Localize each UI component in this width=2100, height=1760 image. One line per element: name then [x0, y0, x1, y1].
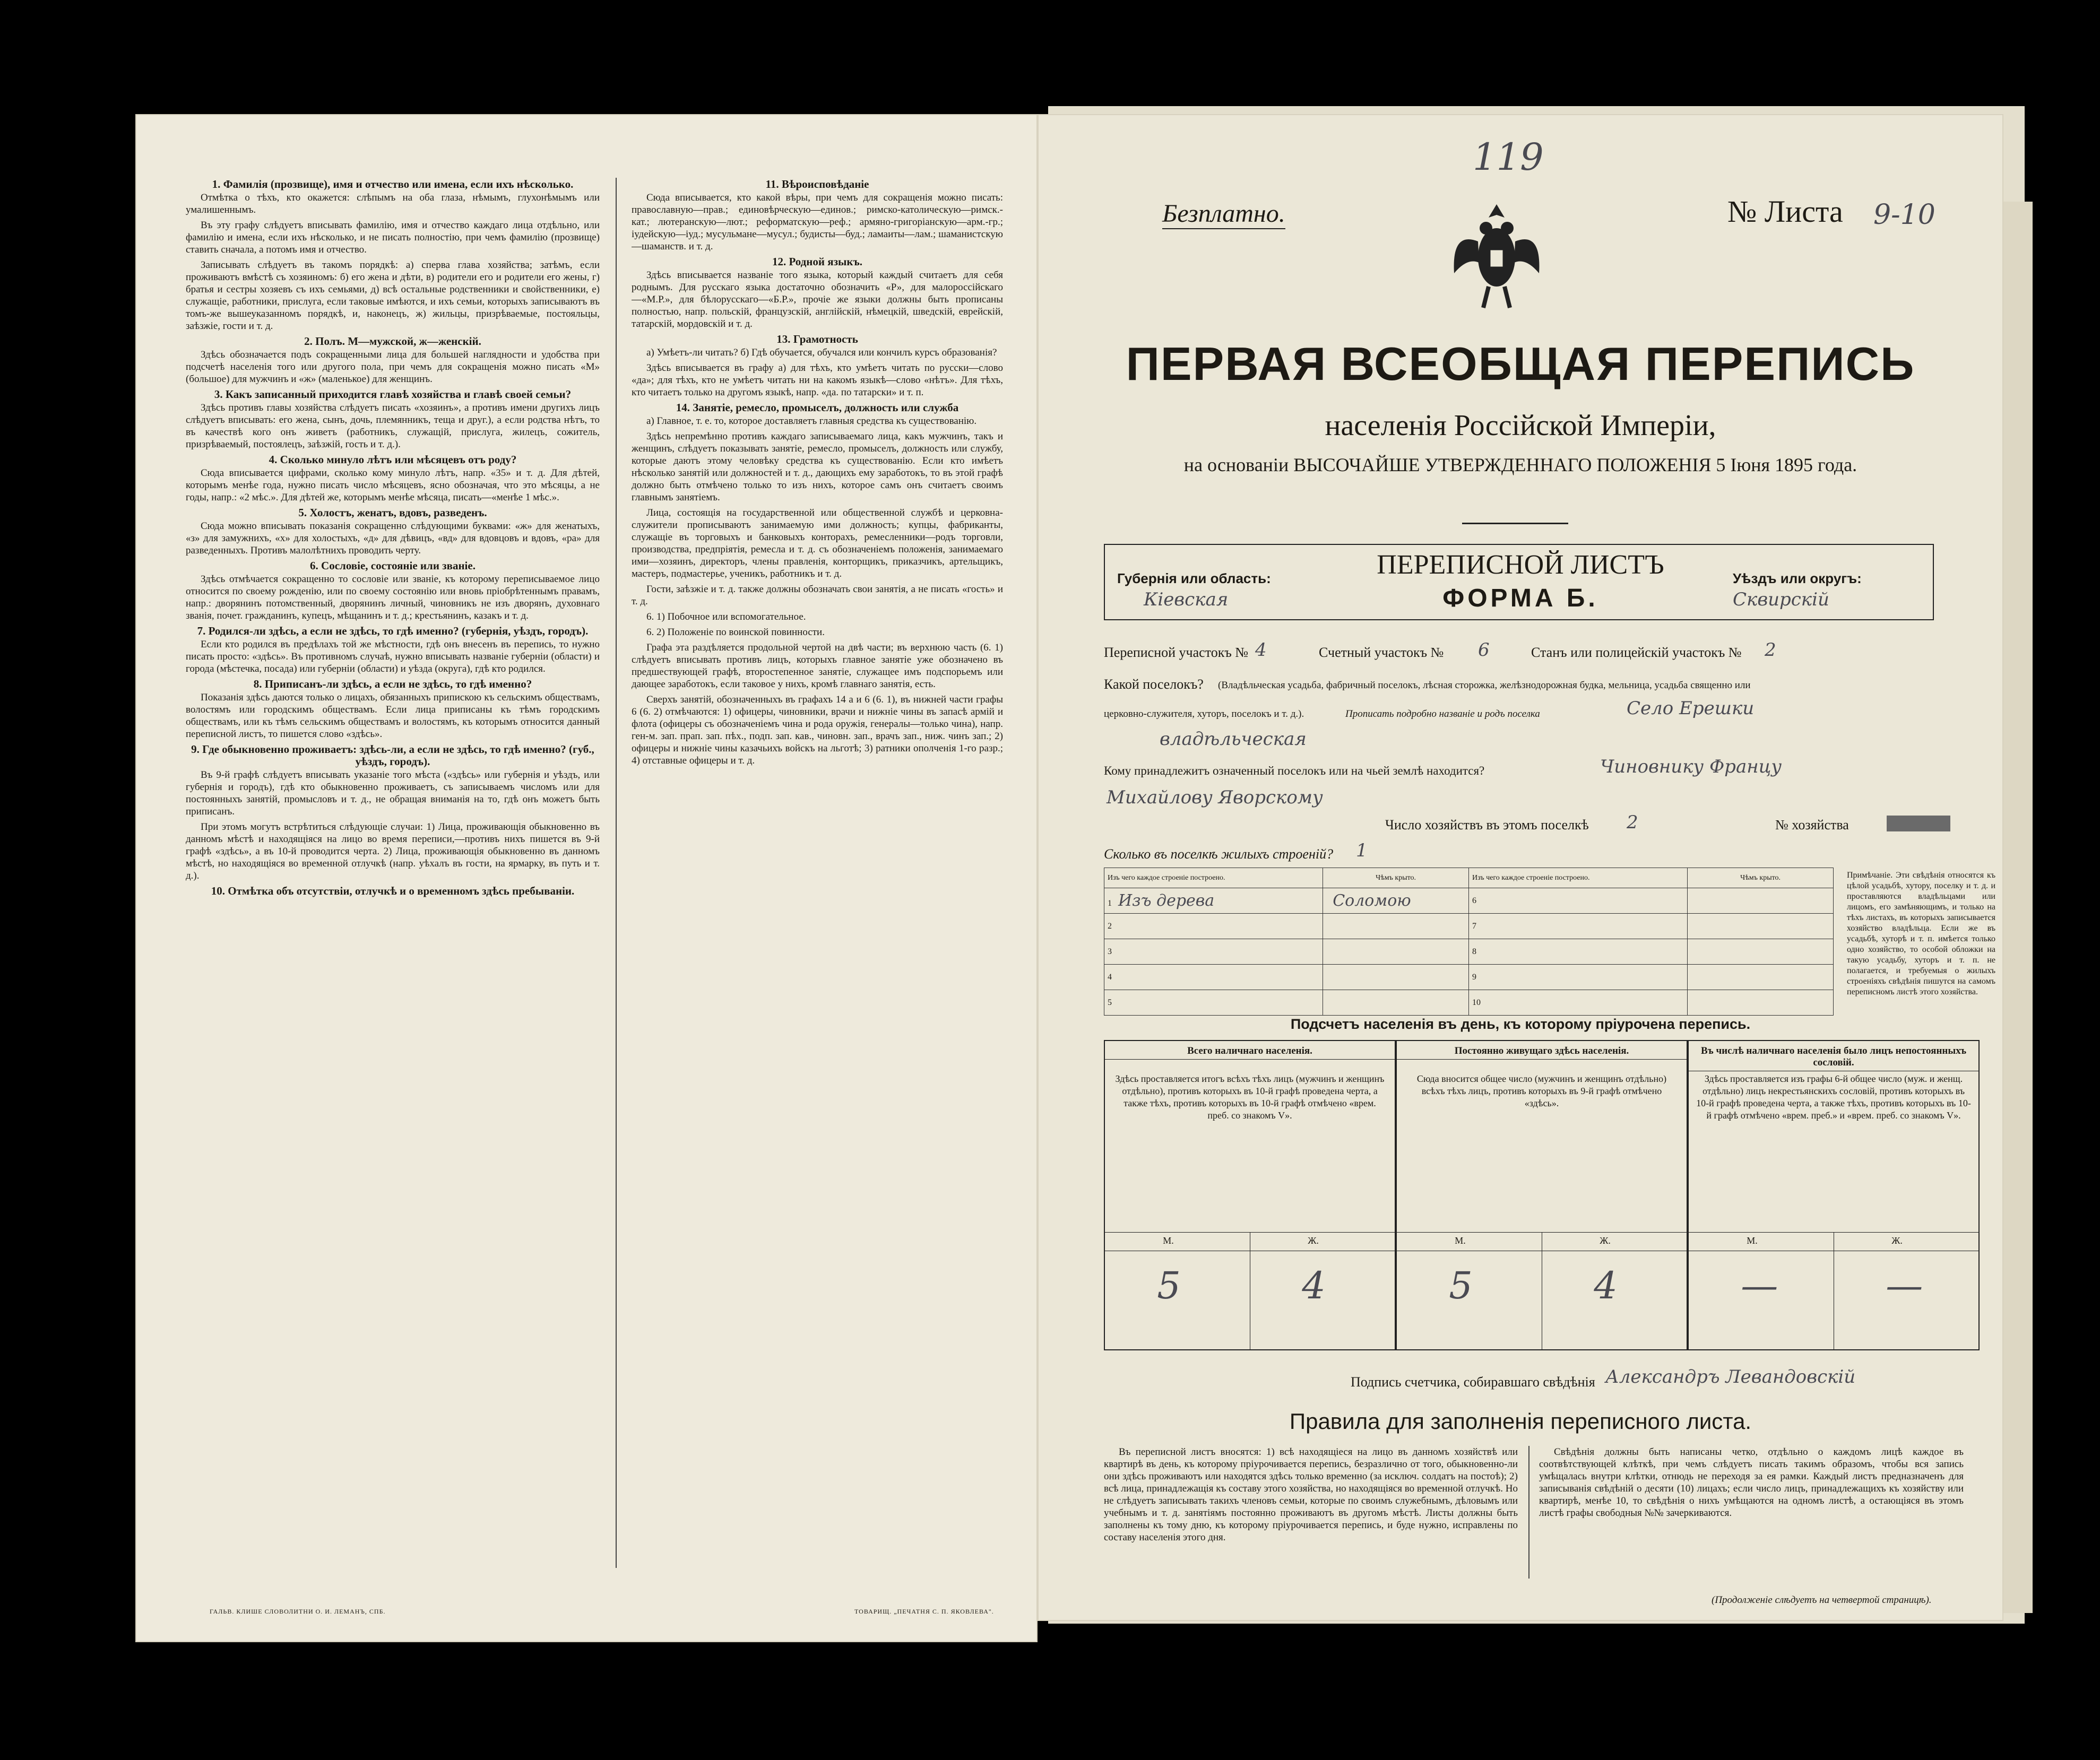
instructions-column-2 [632, 175, 1003, 1586]
bld-roof-right [1688, 990, 1834, 1016]
poselok-instr: Прописать подробно названіе и родъ поселка [1345, 708, 1540, 719]
instruction-heading: 5. Холостъ, женатъ, вдовъ, разведенъ. [298, 506, 487, 519]
rules-title: Правила для заполненія переписного листа. [1289, 1409, 1752, 1434]
instruction-heading: 12. Родной языкъ. [772, 255, 863, 268]
bld-num-left [1104, 888, 1323, 914]
bld-num-left [1104, 939, 1323, 965]
count-column-head: Въ числѣ наличнаго населенія было лицъ непостоянныхъ сословій. [1689, 1043, 1978, 1071]
uchastok-label: Переписной участокъ № [1104, 645, 1249, 660]
bld-roof-left [1323, 888, 1469, 914]
count-column-head: Всего наличнаго населенія. [1105, 1043, 1395, 1060]
imprint-left: ГАЛЬВ. КЛИШЕ СЛОВОЛИТНИ О. И. ЛЕМАНЪ, СПБ. [210, 1608, 386, 1615]
signature-label: Подпись счетчика, собиравшаго свѣдѣнія [1351, 1374, 1595, 1390]
count-column-text: Сюда вносится общее число (мужчинъ и женщинъ отдѣльно) всѣхъ тѣхъ лицъ, противъ которыхъ въ 9-й графѣ отмѣчено «здѣсь». [1416, 1073, 1667, 1108]
buildings-row [1104, 888, 1834, 914]
count-zh-label: Ж. [1891, 1235, 1903, 1246]
row-number: 4 [1108, 972, 1112, 982]
count-zh-value: 4 [1594, 1264, 1618, 1307]
buildings-value: 1 [1356, 840, 1368, 861]
instruction-heading: 4. Сколько минуло лѣтъ или мѣсяцевъ отъ роду? [269, 453, 517, 466]
instruction-paragraph: Гости, заѣзжіе и т. д. также должны обозначать свои занятія, а не писать «гость» и т. д. [632, 584, 1003, 607]
bld-roof-left [1323, 939, 1469, 965]
row-number: 5 [1108, 998, 1112, 1007]
sheet-number-value: 9-10 [1873, 199, 1935, 231]
gub-value: Кіевская [1144, 589, 1229, 610]
right-page-census-form [1038, 114, 2003, 1621]
bld-num-left [1104, 914, 1323, 939]
instruction-paragraph: Сюда вписывается цифрами, сколько кому минуло лѣтъ, напр. «35» и т. д. Для дѣтей, которымъ менѣе года, нужно писать число мѣсяцевъ, ясно обозначая, что это мѣсяцы, а не годы, напр.: «2 мѣс.». Для дѣтей же, которымъ менѣе мѣсяца, писать—«менѣе 1 мѣс.». [186, 467, 600, 503]
instruction-paragraph: а) Главное, т. е. то, которое доставляетъ главныя средства къ существованію. [646, 415, 977, 427]
continue-note: (Продолженіе слѣдуетъ на четвертой страницѣ). [1712, 1594, 1932, 1606]
imprint-right: ТОВАРИЩ. „ПЕЧАТНЯ С. П. ЯКОВЛЕВА". [854, 1608, 994, 1615]
uchastok-value: 4 [1255, 639, 1267, 661]
count-zh-label: Ж. [1308, 1235, 1319, 1246]
poselok-value-2: владѣльческая [1160, 729, 1307, 750]
buildings-note: Примѣчаніе. Эти свѣдѣнія относятся къ цѣлой усадьбѣ, хутору, поселку и т. д. и проставляются владѣльцами или лицомъ, его замѣняющимъ, и только на тѣхъ листахъ, въ которыхъ записывается хозяйство владѣльца. Если же въ усадьбѣ, хуторѣ и т. п. имѣется только одно хозяйство, то особой обложки на такую усадьбу, хуторъ и т. п. не полагается, и требуемыя о жилыхъ строеніяхъ свѣдѣнія пишутся на самомъ переписномъ листѣ этого хозяйства. [1847, 871, 1995, 996]
count-zh-value: — [1886, 1264, 1923, 1307]
rules-right-text: Свѣдѣнія должны быть написаны четко, отдѣльно о каждомъ лицѣ каждое въ соотвѣтствующей клѣткѣ, при чемъ слѣдуетъ писать такимъ образомъ, чтобы вся запись умѣщалась внутри клѣтки, отнюдь не переходя за ея рамки. Каждый листъ предназначенъ для записыванія свѣдѣній о десяти (10) лицахъ; если число лицъ, принадлежащихъ къ хозяйству или квартирѣ, менѣе 10, то свѣдѣнія о нихъ умѣщаются на одномъ листѣ, а остающіяся въ этомъ листѣ графы свободныя №№ зачеркиваются. [1539, 1446, 1964, 1519]
count-m-value: 5 [1157, 1264, 1181, 1307]
instruction-paragraph: Сюда можно вписывать показанія сокращенно слѣдующими буквами: «ж» для женатыхъ, «з» для замужнихъ, «х» для холостыхъ, «д» для дѣвицъ, «вд» для вдовцовъ и вдовъ, «ра» для разведенныхъ. Противъ малолѣтнихъ проводить черту. [186, 521, 600, 556]
gub-label: Губернія или область: [1117, 570, 1271, 586]
schet-label: Счетный участокъ № [1319, 645, 1444, 660]
count-column [1396, 1040, 1688, 1350]
row-number: 10 [1472, 998, 1481, 1007]
count-zh-value: 4 [1302, 1264, 1326, 1307]
form-subtitle: ФОРМА Б. [1442, 584, 1598, 612]
schet-value: 6 [1478, 639, 1490, 661]
bld-roof-right [1688, 888, 1834, 914]
title-rule [1462, 523, 1568, 524]
bld-num-right [1468, 888, 1687, 914]
row-number: 9 [1472, 972, 1476, 982]
instruction-heading: 6. Сословіе, состояніе или званіе. [310, 559, 476, 572]
stan-label: Станъ или полицейскій участокъ № [1531, 645, 1742, 660]
instruction-paragraph: Отмѣтка о тѣхъ, кто окажется: слѣпымъ на оба глаза, нѣмымъ, глухонѣмымъ или умалишеннымъ. [186, 192, 600, 215]
instruction-paragraph: Здѣсь противъ главы хозяйства слѣдуетъ писать «хозяинъ», а противъ имени другихъ лицъ слѣдуетъ вписывать: его жена, сынъ, дочь, племянникъ, теща и друг.), а если родства нѣтъ, то въ качествѣ кого онъ живетъ (работникъ, служащій, прислуга, жилецъ, сожитель, призрѣваемый, постоялецъ, заѣзжій, гость и т. д.). [186, 402, 600, 450]
household-no-label: № хозяйства [1775, 817, 1849, 833]
instruction-paragraph: Записывать слѣдуетъ въ такомъ порядкѣ: а) сперва глава хозяйства; затѣмъ, если проживаютъ вмѣстѣ съ хозяиномъ: б) его жена и дѣти, в) родители его и родители его жены, г) братья и сестры хозяевъ съ ихъ семьями, д) всѣ остальные родственники и свойственники, е) служащіе, работники, прислуга, если таковые имѣются, и ихъ семьи, которыхъ записываютъ въ томъ-же вышеуказанномъ порядкѣ, и, наконецъ, ж) жильцы, призрѣваемые, постояльцы, заѣзжіе, гости и т. д. [186, 259, 600, 332]
instruction-paragraph: 6. 2) Положеніе по воинской повинности. [646, 627, 825, 638]
instruction-paragraph: Здѣсь обозначается подъ сокращенными лица для большей наглядности и удобства при подсчетѣ населенія того или другого пола, при чемъ для сокращенія можно писать «М» (большое) для мужчинъ и «ж» (маленькое) для женщинъ. [186, 349, 600, 385]
bld-roof-left [1323, 914, 1469, 939]
instruction-heading: 10. Отмѣтка объ отсутствіи, отлучкѣ и о временномъ здѣсь пребываніи. [211, 885, 575, 897]
bld-roof-right [1688, 965, 1834, 990]
bld-roof-left [1323, 990, 1469, 1016]
instruction-paragraph: При этомъ могутъ встрѣтиться слѣдующіе случаи: 1) Лица, проживающія обыкновенно въ данномъ мѣстѣ и находящіяся на лицо во время переписи,—противъ нихъ пишется въ 9-й графѣ «здѣсь», а въ 10-й проводится черта. 2) Лица, проживающія обыкновенно въ данномъ мѣстѣ, но находящіяся во временной отлучкѣ (напр. уѣхалъ въ гости, на ярмарку, въ путь и т. д.). [186, 821, 600, 881]
building-entry: Изъ дерева [1118, 891, 1215, 910]
census-title: ПЕРВАЯ ВСЕОБЩАЯ ПЕРЕПИСЬ [1126, 337, 1915, 390]
building-entry: Соломою [1333, 891, 1411, 910]
instruction-paragraph: Здѣсь вписывается названіе того языка, который каждый считаетъ для себя роднымъ. Для русскаго языка достаточно обозначить «Р», для малороссійскаго—«М.Р.», для бѣлорусскаго—«Б.Р.», прочіе же языки должны быть прописаны полностью, напр. польскій, французскій, англійскій, нѣмецкій, шведскій, еврейскій, татарскій, мордовскій и т. д. [632, 270, 1003, 330]
census-decree: на основаніи ВЫСОЧАЙШЕ УТВЕРЖДЕННАГО ПОЛОЖЕНІЯ 5 Іюня 1895 года. [1183, 454, 1857, 475]
buildings-table [1104, 868, 1834, 1016]
count-m-label: М. [1747, 1235, 1758, 1246]
imperial-eagle-icon [1446, 194, 1547, 316]
rules-divider [1528, 1446, 1529, 1579]
owner-value: Чиновнику Францу [1600, 756, 1782, 777]
signature-value: Александръ Левандовскій [1605, 1366, 1856, 1388]
instruction-paragraph: Показанія здѣсь даются только о лицахъ, обязанныхъ припискою къ сельскимъ обществамъ, волостямъ или городскимъ обществамъ. Если лица приписаны къ тѣмъ городскимъ обществамъ, или къ тѣмъ сельскимъ обществамъ и волостямъ, къ которымъ относится данный переписной листъ, то пишется слово «здѣсь». [186, 692, 600, 740]
form-title: ПЕРЕПИСНОЙ ЛИСТЪ [1377, 550, 1664, 580]
rules-left-text: Въ переписной листъ вносятся: 1) всѣ находящіеся на лицо въ данномъ хозяйствѣ или квартирѣ въ день, къ которому пріурочивается перепись, безразлично от того, обыкновенно-ли они здѣсь проживаютъ или находятся здѣсь только временно (за исключ. солдатъ на постоѣ); 2) всѣ лица, принадлежащія къ составу этого хозяйства, но находящіяся во временной отлучкѣ. Но не слѣдуетъ записывать такихъ членовъ семьи, которые по своимъ служебнымъ, дѣловымъ или учебнымъ и т. д. занятіямъ постоянно проживаютъ въ другомъ мѣстѣ. Листы должны быть заполнены къ тому дню, къ которому пріурочивается перепись, и буде нужно, исправлены по составу населенія этого дня. [1104, 1446, 1518, 1543]
poselok-desc: (Владѣльческая усадьба, фабричный поселокъ, лѣсная сторожка, желѣзнодорожная будка, мельница, усадьба священно или [1218, 680, 1751, 691]
bld-head-material: Изъ чего каждое строеніе построено. [1104, 868, 1323, 888]
buildings-label: Сколько въ поселкѣ жилыхъ строеній? [1104, 846, 1334, 862]
count-m-label: М. [1163, 1235, 1174, 1246]
instruction-paragraph: Въ 9-й графѣ слѣдуетъ вписывать указаніе того мѣста («здѣсь» или губернія и уѣздъ, или губернія и городъ), гдѣ кто обыкновенно проживаетъ, съ записываемъ числомъ или для постоянныхъ занятій, промысловъ и т. д., не обращая вниманія на то, гдѣ онъ можетъ быть приписанъ. [186, 769, 600, 817]
buildings-row [1104, 990, 1834, 1016]
instruction-paragraph: Если кто родился въ предѣлахъ той же мѣстности, гдѣ онъ внесенъ въ перепись, то нужно писать просто: «здѣсь». Въ противномъ случаѣ, нужно вписывать названіе губерніи (области) и города (мѣстечка, посада) или губерніи (области) и уѣзда (округа), гдѣ кто родился. [186, 639, 600, 674]
bld-head-roof: Чѣмъ крыто. [1323, 868, 1469, 888]
instruction-paragraph: Здѣсь отмѣчается сокращенно то сословіе или званіе, къ которому переписываемое лицо относится по своему рожденію, или по своему состоянію или вновь пріобрѣтеннымъ правамъ, напр.: дворянинъ потомственный, дворянинъ личный, чиновникъ не изъ дворянъ, духовнаго званія, почет. гражданинъ, купецъ, мѣщанинъ и т. д.; крестьянинъ, казакъ и т. д. [186, 574, 600, 621]
bld-num-right [1468, 939, 1687, 965]
row-number: 6 [1472, 896, 1476, 905]
bld-head-roof-2: Чѣмъ крыто. [1688, 868, 1834, 888]
column-divider [616, 178, 617, 1568]
poselok-desc2: церковно-служителя, хуторъ, поселокъ и т. д.). [1104, 708, 1304, 719]
buildings-row [1104, 914, 1834, 939]
count-m-value: — [1741, 1264, 1778, 1307]
row-number: 7 [1472, 921, 1476, 931]
instruction-heading: 13. Грамотность [776, 333, 858, 345]
row-number: 8 [1472, 947, 1476, 956]
page-number-handwritten: 119 [1473, 135, 1544, 179]
count-column [1688, 1040, 1980, 1350]
instruction-heading: 2. Полъ. М—мужской, ж—женскій. [304, 335, 481, 348]
instruction-paragraph: Сюда вписывается, кто какой вѣры, при чемъ для сокращенія можно писать: православную—прав.; единовѣрческую—единов.; римско-католическую—римск.-кат.; лютеранскую—лют.; реформатскую—реф.; армяно-григоріанскую—арм.-гр.; іудейскую—іуд.; мусульмане—мусул.; будисты—буд.; ламаиты—лам.; шаманистскую—шаманств. и т. д. [632, 192, 1003, 252]
owner-value-2: Михайлову Яворскому [1107, 787, 1323, 808]
households-value: 2 [1627, 812, 1638, 833]
instructions-column-1 [186, 175, 600, 1586]
instruction-heading: 11. Вѣроисповѣданіе [765, 178, 869, 190]
poselok-value: Село Ерешки [1627, 698, 1755, 719]
owner-label: Кому принадлежитъ означенный поселокъ или на чьей землѣ находится? [1104, 764, 1485, 777]
sheet-number-label: № Листа [1727, 194, 1843, 229]
instruction-heading: 7. Родился-ли здѣсь, а если не здѣсь, то гдѣ именно? (губернія, уѣздъ, городъ). [197, 625, 589, 637]
left-page-instructions [135, 114, 1038, 1642]
stan-value: 2 [1765, 639, 1776, 661]
bld-num-left [1104, 965, 1323, 990]
count-zh-label: Ж. [1600, 1235, 1611, 1246]
instruction-heading: 14. Занятіе, ремесло, промыселъ, должность или служба [676, 401, 959, 414]
bld-num-right [1468, 965, 1687, 990]
instruction-paragraph: Сверхъ занятій, обозначенныхъ въ графахъ 14 а и 6 (6. 1), въ нижней части графы 6 (6. 2) отмѣчаются: 1) офицеры, чиновники, врачи и нижніе чины въ запасѣ армій и флота (офицеры съ обозначеніемъ чина и рода оружія, генералы—только чина), напр. ген-м. зап. прап. зап. пѣх., подп. зап. кав., чиновн. зап., врачъ зап., ниж. чинъ зап.; 2) офицеры и нижніе чины казачьихъ войскъ на льготѣ; 3) ратники ополченія 1-го разр.; 4) отставные офицеры и т. д. [632, 694, 1003, 766]
bld-head-material-2: Изъ чего каждое строеніе построено. [1468, 868, 1687, 888]
instruction-heading: 3. Какъ записанный приходится главѣ хозяйства и главѣ своей семьи? [214, 388, 572, 401]
bld-num-right [1468, 990, 1687, 1016]
instruction-heading: 9. Где обыкновенно проживаетъ: здѣсь-ли, а если не здѣсь, то гдѣ именно? (губ., уѣздъ, городъ). [191, 743, 594, 768]
poselok-label: Какой поселокъ? [1104, 677, 1204, 692]
instruction-paragraph: Лица, состоящія на государственной или общественной службѣ и церковна-служители прописываютъ занимаемую ими должность; купцы, фабриканты, служащіе въ торговыхъ и банковыхъ конторахъ, ремесленники—родъ торговли, производства, предпріятія, ремесла и т. д. съ обозначеніемъ положенія, занимаемаго ими—хозяинъ, директоръ, члены правленія, конторщикъ, приказчикъ, артельщикъ, мастеръ, подмастерье, ученикъ, работникъ и т. д. [632, 507, 1003, 579]
bld-num-right [1468, 914, 1687, 939]
instruction-paragraph: Здѣсь непремѣнно противъ каждаго записываемаго лица, какъ мужчинъ, такъ и женщинъ, слѣдуетъ показывать занятіе, ремесло, промыселъ, должность или службу, которые даютъ этому человѣку средства къ существованію. Если кто имѣетъ нѣсколько занятій или должностей и т. д., дающихъ ему заработокъ, то въ этой графѣ должно быть отмѣчено только то изъ нихъ, которое самъ онъ считаетъ своимъ главнымъ занятіемъ. [632, 431, 1003, 503]
uezd-value: Сквирскій [1733, 589, 1829, 610]
instruction-paragraph: а) Умѣетъ-ли читать? б) Гдѣ обучается, обучался или кончилъ курсъ образованія? [646, 347, 997, 358]
free-label: Безплатно. [1162, 199, 1285, 229]
instruction-paragraph: Въ эту графу слѣдуетъ вписывать фамилію, имя и отчество каждаго лица отдѣльно, или фамилію и имена, если ихъ нѣсколько, и не писать полностію, при чемъ фамилію (прозвище) ставить сначала, а потомъ имя и отчество. [186, 220, 600, 255]
row-number: 2 [1108, 921, 1112, 931]
household-no-redaction [1887, 816, 1950, 831]
count-title: Подсчетъ населенія въ день, къ которому пріурочена перепись. [1290, 1016, 1751, 1032]
bld-num-left [1104, 990, 1323, 1016]
count-m-value: 5 [1449, 1264, 1473, 1307]
bld-roof-right [1688, 939, 1834, 965]
population-count-table [1104, 1040, 2006, 1353]
count-m-label: М. [1455, 1235, 1466, 1246]
count-column-text: Здѣсь проставляется изъ графы 6-й общее число (муж. и женщ. отдѣльно) лицъ некрестьянскихъ сословій, противъ которыхъ въ 10-й графѣ проведена черта, а также тѣхъ, противъ которыхъ въ 10-й графѣ отмѣчено «врем. преб.» и «врем. преб. со знакомъ V». [1696, 1073, 1971, 1121]
instruction-heading: 1. Фамилія (прозвище), имя и отчество или имена, если ихъ нѣсколько. [212, 178, 574, 190]
households-label: Число хозяйствъ въ этомъ поселкѣ [1385, 817, 1589, 833]
instruction-heading: 8. Приписанъ-ли здѣсь, а если не здѣсь, то гдѣ именно? [253, 678, 532, 690]
buildings-row [1104, 939, 1834, 965]
count-column-text: Здѣсь проставляется итогъ всѣхъ тѣхъ лицъ (мужчинъ и женщинъ отдѣльно), противъ которыхъ въ 10-й графѣ проведена черта, а также тѣхъ, противъ которыхъ въ 10-й графѣ отмѣчено «врем. преб. со знакомъ V». [1115, 1073, 1385, 1121]
instruction-paragraph: Здѣсь вписывается въ графу а) для тѣхъ, кто умѣетъ читать по русски—слово «да»; для тѣхъ, кто не умѣетъ читать ни на какомъ языкѣ—слово «нѣтъ». Для тѣхъ, кто читаетъ только на другомъ языкѣ, напр. «да. по татарски» и т. п. [632, 362, 1003, 398]
uezd-label: Уѣздъ или округъ: [1733, 570, 1862, 586]
bld-roof-right [1688, 914, 1834, 939]
row-number: 1 [1108, 899, 1112, 908]
count-column-head: Постоянно живущаго здѣсь населенія. [1397, 1043, 1687, 1060]
census-subtitle: населенія Россійской Имперіи, [1325, 409, 1716, 442]
row-number: 3 [1108, 947, 1112, 956]
instruction-paragraph: Графа эта раздѣляется продольной чертой на двѣ части; въ верхнюю часть (6. 1) слѣдуетъ вписывать противъ лицъ, которыхъ главное занятіе уже обозначено въ предшествующей графѣ, второстепенное занятіе, служащее имъ подспорьемъ или дающее заработокъ, если таковое у нихъ, кромѣ главнаго занятія, есть. [632, 642, 1003, 690]
buildings-row [1104, 965, 1834, 990]
bld-roof-left [1323, 965, 1469, 990]
instruction-paragraph: 6. 1) Побочное или вспомогательное. [646, 611, 806, 622]
count-column [1104, 1040, 1396, 1350]
